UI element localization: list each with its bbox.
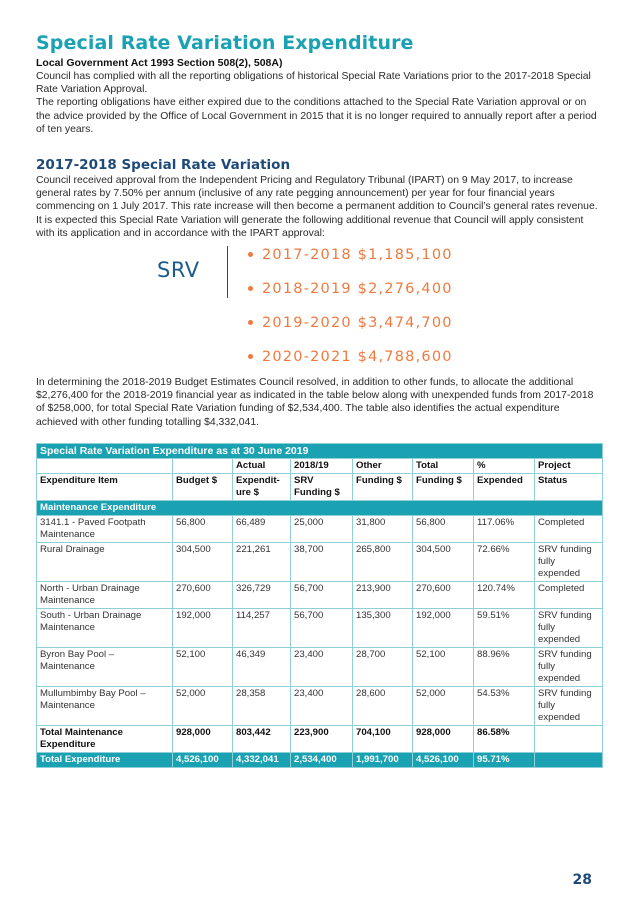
table-cell: 2018/19: [291, 458, 353, 473]
table-cell: 86.58%: [474, 725, 535, 752]
table-cell: 117.06%: [474, 515, 535, 542]
table-cell: %: [474, 458, 535, 473]
table-cell: Status: [535, 473, 603, 500]
table-cell: 66,489: [233, 515, 291, 542]
table-cell: 54.53%: [474, 686, 535, 725]
page-title: Special Rate Variation Expenditure: [36, 32, 414, 54]
table-cell: Completed: [535, 515, 603, 542]
table-cell: Expended: [474, 473, 535, 500]
srv-revenue-item: 2017-2018 $1,185,100: [248, 246, 453, 280]
table-header-row: [37, 473, 603, 500]
table-cell: 304,500: [173, 542, 233, 581]
table-cell: 56,700: [291, 608, 353, 647]
table-cell: Other: [353, 458, 413, 473]
table-cell: 72.66%: [474, 542, 535, 581]
srv-label: SRV: [157, 258, 200, 283]
srv-expenditure-table: [36, 443, 603, 768]
bullet-icon: [248, 354, 253, 359]
table-cell: 326,729: [233, 581, 291, 608]
table-cell: 192,000: [413, 608, 474, 647]
table-cell: 28,358: [233, 686, 291, 725]
table-cell: 31,800: [353, 515, 413, 542]
srv-revenue-item: 2020-2021 $4,788,600: [248, 348, 453, 382]
srv-callout: [36, 246, 602, 376]
table-cell: [37, 458, 173, 473]
table-cell: 88.96%: [474, 647, 535, 686]
srv-revenue-item: 2018-2019 $2,276,400: [248, 280, 453, 314]
table-cell: 270,600: [173, 581, 233, 608]
table-cell: 265,800: [353, 542, 413, 581]
legislation-subtitle: Local Government Act 1993 Section 508(2), 508A): [36, 57, 283, 69]
table-title: Special Rate Variation Expenditure as at 30 June 2019: [37, 443, 603, 458]
table-cell: 304,500: [413, 542, 474, 581]
table-cell: Total Expenditure: [37, 752, 173, 767]
table-row: [37, 647, 603, 686]
table-cell: 270,600: [413, 581, 474, 608]
table-cell: [535, 752, 603, 767]
table-title-row: [37, 443, 603, 458]
table-row: [37, 515, 603, 542]
table-cell: North - Urban Drainage Maintenance: [37, 581, 173, 608]
srv-divider: [227, 246, 228, 298]
table-cell: 59.51%: [474, 608, 535, 647]
table-cell: 25,000: [291, 515, 353, 542]
table-cell: 56,700: [291, 581, 353, 608]
table-cell: Funding $: [413, 473, 474, 500]
section-paragraph-1: Council received approval from the Independent Pricing and Regulatory Tribunal (IPART) on 9 May 2017, to increase general rates by 7.50% per annum (inclusive of any rate pegging announcement) per year for four financial years commencing on 1 July 2017. This rate increase will then become a permanent addition to Council’s general rates revenue.: [36, 175, 598, 213]
table-cell: 213,900: [353, 581, 413, 608]
table-cell: 114,257: [233, 608, 291, 647]
table-row: [37, 542, 603, 581]
table-cell: 221,261: [233, 542, 291, 581]
table-cell: SRV funding fully expended: [535, 686, 603, 725]
table-cell: 928,000: [413, 725, 474, 752]
table-cell: 4,332,041: [233, 752, 291, 767]
table-row: [37, 608, 603, 647]
table-cell: 38,700: [291, 542, 353, 581]
table-cell: 56,800: [173, 515, 233, 542]
table-cell: 4,526,100: [173, 752, 233, 767]
subtotal-row: [37, 725, 603, 752]
srv-revenue-item: 2019-2020 $3,474,700: [248, 314, 453, 348]
table-cell: Actual: [233, 458, 291, 473]
table-cell: 23,400: [291, 686, 353, 725]
table-cell: 23,400: [291, 647, 353, 686]
table-cell: 192,000: [173, 608, 233, 647]
table-cell: [173, 458, 233, 473]
table-cell: Total Maintenance Expenditure: [37, 725, 173, 752]
table-cell: 120.74%: [474, 581, 535, 608]
table-cell: 704,100: [353, 725, 413, 752]
section-label: Maintenance Expenditure: [37, 500, 603, 515]
table-section-row: [37, 500, 603, 515]
table-cell: Total: [413, 458, 474, 473]
table-cell: South - Urban Drainage Maintenance: [37, 608, 173, 647]
table-cell: 28,700: [353, 647, 413, 686]
table-cell: SRV Funding $: [291, 473, 353, 500]
intro-paragraph-1: Council has complied with all the reporting obligations of historical Special Rate Variations prior to the 2017-2018 Special Rate Variation Approval.: [36, 71, 591, 96]
table-cell: 803,442: [233, 725, 291, 752]
intro-paragraph-2: The reporting obligations have either expired due to the conditions attached to the Special Rate Variation approval or on the advice provided by the Office of Local Government in 2015 that it is no longer required to annually report after a period of ten years.: [36, 97, 597, 135]
table-header-row: [37, 458, 603, 473]
table-cell: 52,100: [413, 647, 474, 686]
bullet-icon: [248, 286, 253, 291]
table-cell: Completed: [535, 581, 603, 608]
table-cell: 52,000: [413, 686, 474, 725]
table-cell: 4,526,100: [413, 752, 474, 767]
srv-revenue-list: [248, 246, 453, 382]
table-cell: Expenditure Item: [37, 473, 173, 500]
section-heading: 2017-2018 Special Rate Variation: [36, 157, 291, 174]
table-cell: [535, 725, 603, 752]
bullet-icon: [248, 320, 253, 325]
table-cell: Budget $: [173, 473, 233, 500]
table-cell: Project: [535, 458, 603, 473]
budget-paragraph: In determining the 2018-2019 Budget Estimates Council resolved, in addition to other funds, to allocate the additional $2,276,400 for the 2018-2019 financial year as indicated in the table below along with unexpended funds from 2017-2018 of $258,000, for total Special Rate Variation funding of $2,534,400. The table also identifies the actual expenditure achieved with other funding totalling $4,332,041.: [36, 377, 594, 428]
table-cell: 1,991,700: [353, 752, 413, 767]
table-cell: SRV funding fully expended: [535, 608, 603, 647]
table-cell: 46,349: [233, 647, 291, 686]
table-cell: Byron Bay Pool – Maintenance: [37, 647, 173, 686]
table-cell: 52,100: [173, 647, 233, 686]
table-row: [37, 581, 603, 608]
table-cell: Funding $: [353, 473, 413, 500]
page-number: 28: [572, 872, 592, 888]
table-cell: Rural Drainage: [37, 542, 173, 581]
table-cell: 135,300: [353, 608, 413, 647]
table-cell: 3141.1 - Paved Footpath Maintenance: [37, 515, 173, 542]
table-cell: 52,000: [173, 686, 233, 725]
table-cell: 28,600: [353, 686, 413, 725]
section-paragraph-2: It is expected this Special Rate Variation will generate the following additional revenue that Council will apply consistent with its application and in accordance with the IPART approval:: [36, 214, 584, 239]
table-cell: 2,534,400: [291, 752, 353, 767]
total-row: [37, 752, 603, 767]
table-row: [37, 686, 603, 725]
table-cell: 95.71%: [474, 752, 535, 767]
table-cell: Mullumbimby Bay Pool – Maintenance: [37, 686, 173, 725]
table-cell: 223,900: [291, 725, 353, 752]
table-cell: SRV funding fully expended: [535, 647, 603, 686]
table-cell: 928,000: [173, 725, 233, 752]
bullet-icon: [248, 252, 253, 257]
table-cell: SRV funding fully expended: [535, 542, 603, 581]
table-cell: 56,800: [413, 515, 474, 542]
table-cell: Expendit-ure $: [233, 473, 291, 500]
